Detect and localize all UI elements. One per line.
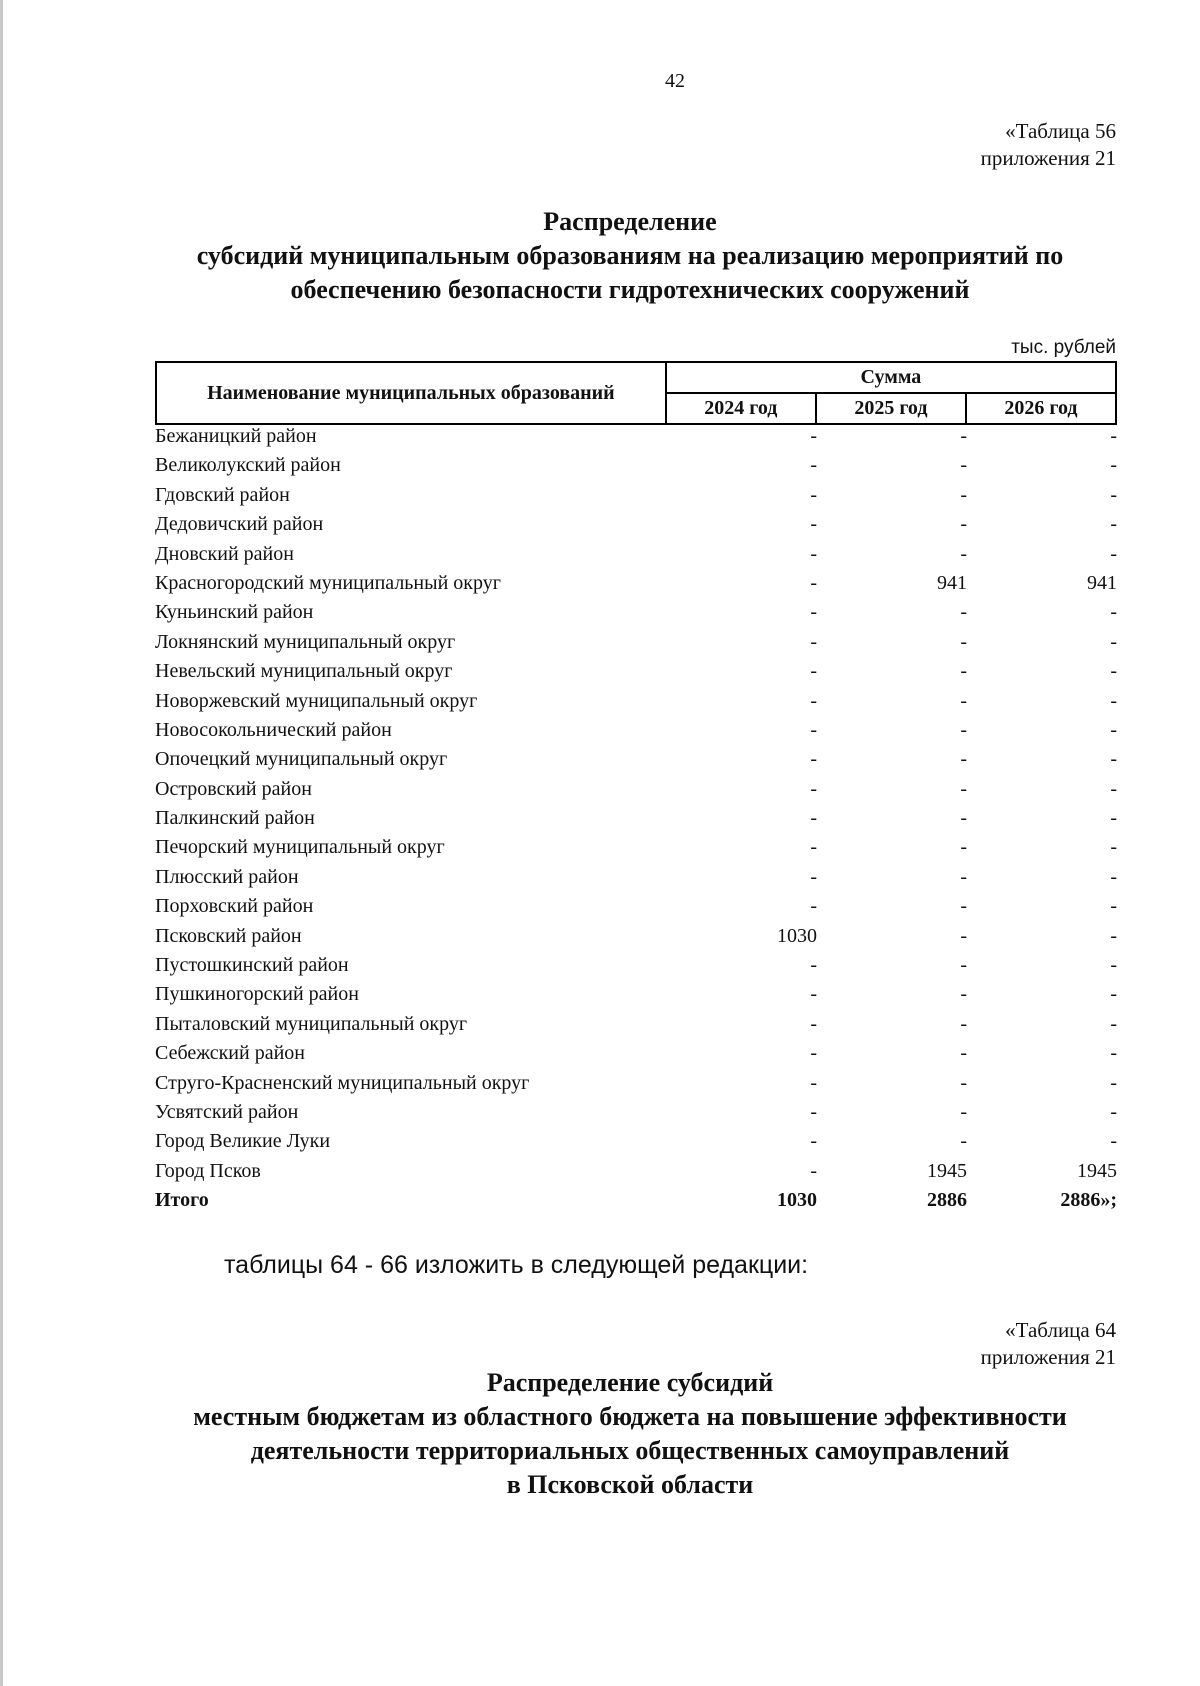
- value-2024: -: [810, 748, 817, 771]
- municipality-name: Гдовский район: [155, 483, 290, 506]
- value-2024: -: [810, 571, 817, 594]
- table-64-title: [150, 1366, 1110, 1502]
- municipality-name: Новосокольнический район: [155, 718, 392, 741]
- page-number: 42: [665, 70, 685, 92]
- municipality-name: Усвятский район: [155, 1100, 299, 1123]
- value-2025: -: [960, 513, 967, 536]
- table-row: [155, 922, 1117, 951]
- value-2025: -: [960, 1012, 967, 1035]
- value-2025: -: [960, 777, 967, 800]
- value-2026: -: [1110, 513, 1117, 536]
- municipality-name: Дедовичский район: [155, 513, 324, 536]
- municipality-name: Великолукский район: [155, 454, 341, 477]
- table-row: [155, 540, 1117, 569]
- table-row: [155, 598, 1117, 627]
- municipality-name: Струго-Красненский муниципальный округ: [155, 1071, 530, 1094]
- value-2025: -: [960, 748, 967, 771]
- value-2024: -: [810, 1071, 817, 1094]
- value-2026: -: [1110, 689, 1117, 712]
- municipality-name: Красногородский муниципальный округ: [155, 571, 501, 594]
- municipality-name: Пыталовский муниципальный округ: [155, 1012, 468, 1035]
- value-2025: -: [960, 660, 967, 683]
- value-2026: -: [1110, 1012, 1117, 1035]
- value-2026: -: [1110, 630, 1117, 653]
- value-2025: -: [960, 895, 967, 918]
- value-2026: -: [1110, 954, 1117, 977]
- table-row: [155, 1069, 1117, 1098]
- municipality-name: Палкинский район: [155, 807, 315, 830]
- value-2024: -: [810, 1012, 817, 1035]
- value-2025: -: [960, 1042, 967, 1065]
- value-2025: -: [960, 954, 967, 977]
- table-row: [155, 1127, 1117, 1156]
- value-2024: -: [810, 1100, 817, 1123]
- municipality-name: Куньинский район: [155, 601, 314, 624]
- value-2025: -: [960, 601, 967, 624]
- municipality-name: Дновский район: [155, 542, 294, 565]
- table-56-title: [150, 205, 1110, 307]
- value-2025: -: [960, 542, 967, 565]
- value-2026: -: [1110, 454, 1117, 477]
- value-2026: 941: [1087, 571, 1117, 594]
- value-2026: -: [1110, 924, 1117, 947]
- value-2025: -: [960, 425, 967, 447]
- table-row: [155, 422, 1117, 451]
- value-2026: -: [1110, 1071, 1117, 1094]
- table-56-title-line1: Распределение: [543, 207, 717, 236]
- value-2024: -: [810, 630, 817, 653]
- table-56-title-line2: субсидий муниципальным образованиям на реализацию мероприятий по: [196, 241, 1064, 270]
- value-2025: -: [960, 807, 967, 830]
- value-2025: -: [960, 1130, 967, 1153]
- value-2025: 2886: [927, 1189, 967, 1212]
- value-2025: -: [960, 836, 967, 859]
- municipality-name: Город Псков: [155, 1159, 261, 1182]
- value-2026: -: [1110, 660, 1117, 683]
- table-64-ref-line1: «Таблица 64: [1005, 1318, 1116, 1342]
- value-2025: -: [960, 1100, 967, 1123]
- municipality-name: Итого: [155, 1189, 209, 1212]
- table-row: [155, 687, 1117, 716]
- table-row: [155, 951, 1117, 980]
- value-2026: 2886»;: [1060, 1189, 1117, 1212]
- table-64-title-line4: в Псковской области: [506, 1470, 754, 1499]
- table-64-title-line1: Распределение субсидий: [486, 1368, 774, 1397]
- value-2026: -: [1110, 777, 1117, 800]
- value-2026: 1945: [1077, 1159, 1117, 1182]
- value-2026: -: [1110, 542, 1117, 565]
- header-year-2026: 2026 год: [966, 393, 1116, 424]
- municipality-name: Себежский район: [155, 1042, 305, 1065]
- value-2024: -: [810, 601, 817, 624]
- table-56-title-line3: обеспечению безопасности гидротехнических сооружений: [290, 275, 970, 304]
- municipality-name: Островский район: [155, 777, 312, 800]
- value-2025: -: [960, 718, 967, 741]
- municipality-name: Невельский муниципальный округ: [155, 660, 453, 683]
- municipality-name: Новоржевский муниципальный округ: [155, 689, 478, 712]
- value-2024: -: [810, 1159, 817, 1182]
- value-2024: -: [810, 513, 817, 536]
- table-row: [155, 1010, 1117, 1039]
- municipality-name: Бежаницкий район: [155, 425, 317, 447]
- municipality-name: Пушкиногорский район: [155, 983, 359, 1006]
- value-2024: -: [810, 689, 817, 712]
- value-2024: 1030: [777, 1189, 817, 1212]
- value-2026: -: [1110, 1130, 1117, 1153]
- municipality-name: Пустошкинский район: [155, 954, 349, 977]
- municipality-name: Локнянский муниципальный округ: [155, 630, 456, 653]
- value-2025: -: [960, 1071, 967, 1094]
- value-2024: -: [810, 454, 817, 477]
- table-row: [155, 481, 1117, 510]
- value-2026: -: [1110, 1100, 1117, 1123]
- value-2026: -: [1110, 483, 1117, 506]
- value-2025: -: [960, 689, 967, 712]
- value-2025: -: [960, 924, 967, 947]
- table-row: [155, 980, 1117, 1009]
- table-row: [155, 510, 1117, 539]
- value-2026: -: [1110, 1042, 1117, 1065]
- value-2026: -: [1110, 748, 1117, 771]
- table-row: [155, 745, 1117, 774]
- value-2024: -: [810, 807, 817, 830]
- municipality-name: Плюсский район: [155, 865, 299, 888]
- table-56-header: [155, 361, 1117, 425]
- value-2026: -: [1110, 983, 1117, 1006]
- value-2026: -: [1110, 718, 1117, 741]
- municipality-name: Псковский район: [155, 924, 302, 947]
- table-row: [155, 657, 1117, 686]
- table-row: [155, 833, 1117, 862]
- table-row: [155, 804, 1117, 833]
- value-2024: -: [810, 1130, 817, 1153]
- table-64-title-line2: местным бюджетам из областного бюджета на повышение эффективности: [193, 1402, 1067, 1431]
- municipality-name: Печорский муниципальный округ: [155, 836, 445, 859]
- value-2024: -: [810, 483, 817, 506]
- value-2025: -: [960, 454, 967, 477]
- value-2025: -: [960, 483, 967, 506]
- municipality-name: Опочецкий муниципальный округ: [155, 748, 448, 771]
- table-row: [155, 1157, 1117, 1186]
- header-year-2025: 2025 год: [816, 393, 966, 424]
- table-64-title-line3: деятельности территориальных общественных самоуправлений: [250, 1436, 1010, 1465]
- header-sum: Сумма: [666, 362, 1116, 393]
- value-2024: -: [810, 718, 817, 741]
- table-56-body: [155, 422, 1117, 1216]
- table-row: [155, 569, 1117, 598]
- value-2024: 1030: [777, 924, 817, 947]
- value-2024: -: [810, 836, 817, 859]
- header-year-2024: 2024 год: [666, 393, 816, 424]
- value-2024: -: [810, 425, 817, 447]
- value-2026: -: [1110, 865, 1117, 888]
- table-total-row: [155, 1186, 1117, 1215]
- table-row: [155, 716, 1117, 745]
- value-2026: -: [1110, 895, 1117, 918]
- table-56-ref-line1: «Таблица 56: [1005, 119, 1116, 143]
- table-row: [155, 451, 1117, 480]
- value-2025: -: [960, 983, 967, 1006]
- value-2024: -: [810, 895, 817, 918]
- municipality-name: Порховский район: [155, 895, 314, 918]
- instruction-text: таблицы 64 - 66 изложить в следующей редакции:: [224, 1251, 809, 1279]
- value-2024: -: [810, 983, 817, 1006]
- value-2025: -: [960, 865, 967, 888]
- value-2024: -: [810, 1042, 817, 1065]
- table-row: [155, 1039, 1117, 1068]
- table-56-ref-line2: приложения 21: [980, 146, 1116, 170]
- value-2024: -: [810, 542, 817, 565]
- table-64-reference: [981, 1317, 1116, 1371]
- value-2024: -: [810, 865, 817, 888]
- value-2026: -: [1110, 425, 1117, 447]
- scan-edge: [0, 0, 3, 1686]
- value-2024: -: [810, 777, 817, 800]
- units-label: тыс. рублей: [1011, 337, 1116, 358]
- value-2025: -: [960, 630, 967, 653]
- value-2026: -: [1110, 836, 1117, 859]
- value-2025: 941: [937, 571, 967, 594]
- table-row: [155, 628, 1117, 657]
- table-56-reference: [981, 118, 1116, 172]
- municipality-name: Город Великие Луки: [155, 1130, 331, 1153]
- value-2026: -: [1110, 601, 1117, 624]
- value-2025: 1945: [927, 1159, 967, 1182]
- header-name-column: Наименование муниципальных образований: [156, 362, 666, 424]
- table-64-ref-line2: приложения 21: [980, 1345, 1116, 1369]
- value-2024: -: [810, 660, 817, 683]
- value-2024: -: [810, 954, 817, 977]
- value-2026: -: [1110, 807, 1117, 830]
- table-row: [155, 1098, 1117, 1127]
- table-row: [155, 892, 1117, 921]
- table-row: [155, 775, 1117, 804]
- table-row: [155, 863, 1117, 892]
